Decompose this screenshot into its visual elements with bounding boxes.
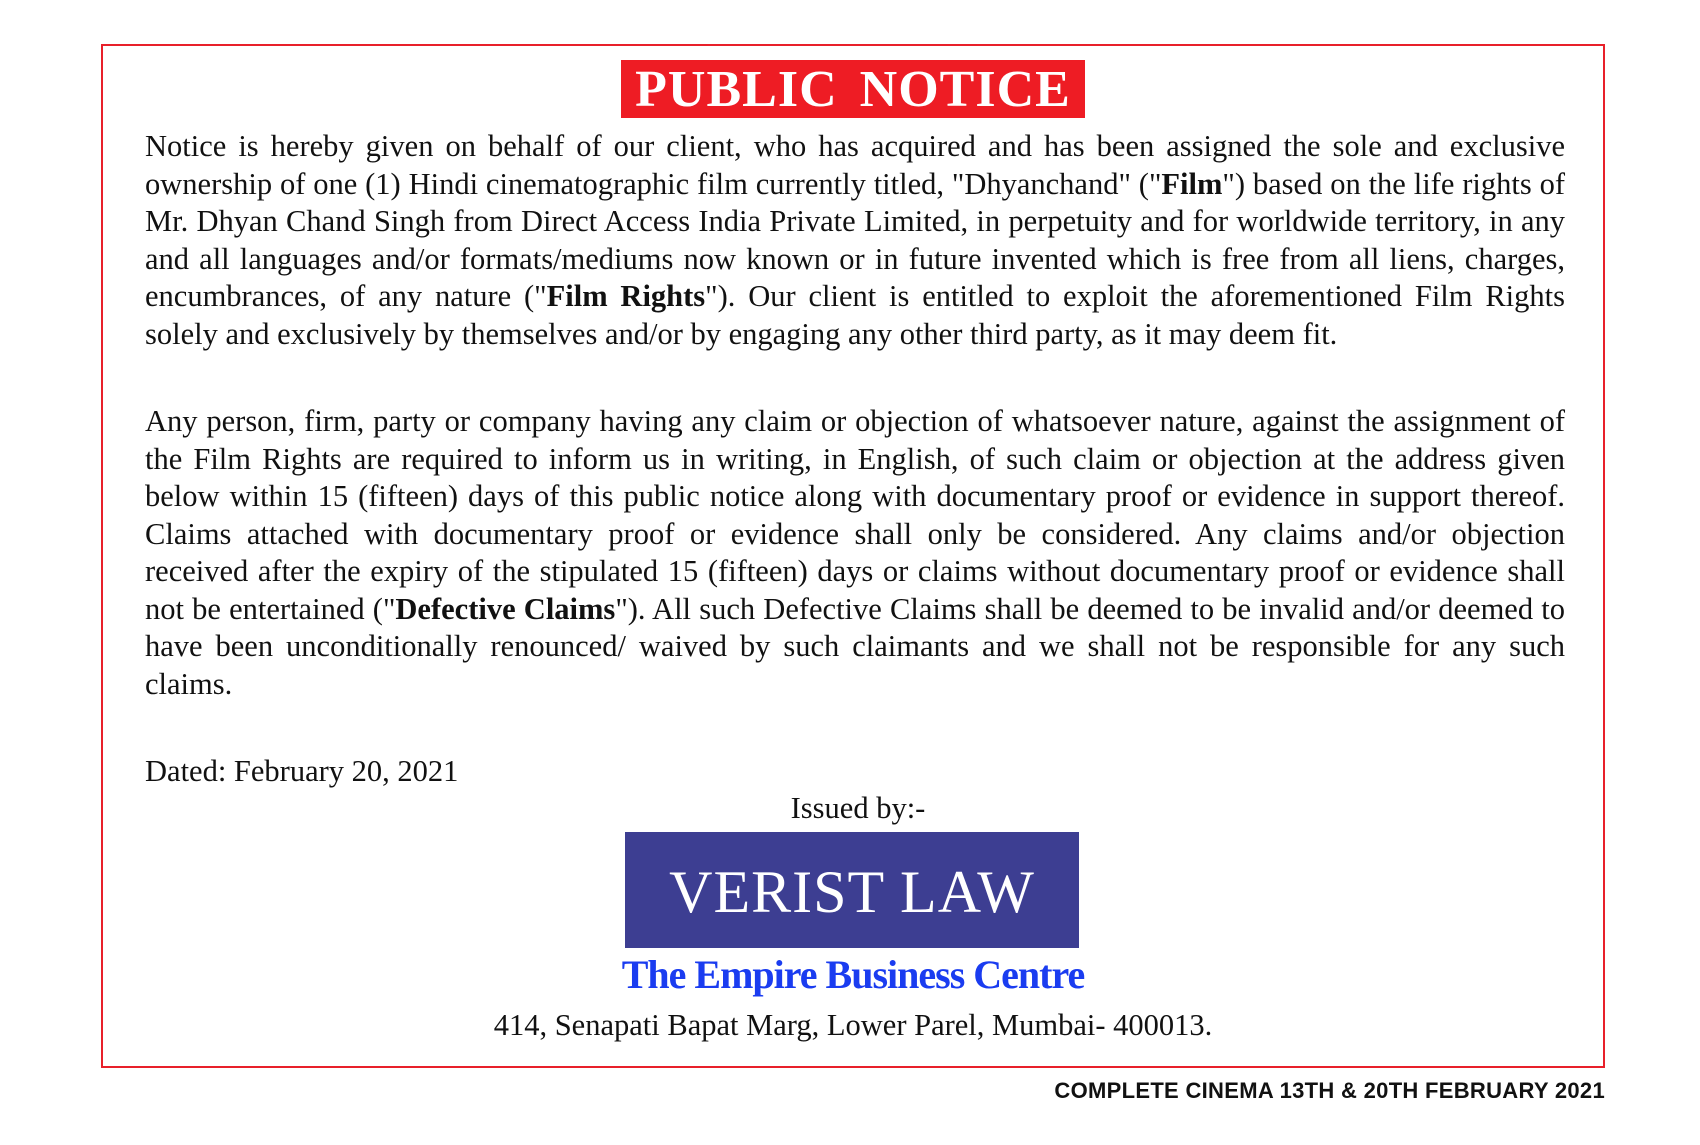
verist-law-logo <box>625 832 1079 948</box>
paragraph-1 <box>145 128 1565 353</box>
logo-text: VERIST LAW <box>669 859 1035 925</box>
paragraph-1-text-c: "). Our client is entitled to exploit the aforementioned Film Rights solely and exclusively by themselves and/or by engaging any other third party, as it may deem fit. <box>145 279 1565 351</box>
issued-by: Issued by:- <box>790 791 926 825</box>
dated-line: Dated: February 20, 2021 <box>145 754 459 788</box>
title-wrap <box>103 60 1603 118</box>
paragraph-2-bold-defective-claims: Defective Claims <box>395 591 616 626</box>
publication-footer: COMPLETE CINEMA 13TH & 20TH FEBRUARY 2021 <box>1054 1078 1605 1103</box>
notice-title: PUBLIC NOTICE <box>621 60 1085 118</box>
paragraph-1-text-a: Notice is hereby given on behalf of our client, who has acquired and has been assigned the sole and exclusive ownership of one (1) Hindi cinematographic film currently titled, "Dhyanchand" (" <box>145 129 1565 201</box>
paragraph-2-text-b: "). All such Defective Claims shall be deemed to be invalid and/or deemed to have been unconditionally renounced/ waived by such claimants and we shall not be responsible for any such claims. <box>145 591 1565 701</box>
paragraph-1-text-b: ") based on the life rights of Mr. Dhyan Chand Singh from Direct Access India Private Limited, in perpetuity and for worldwide territory, in any and all languages and/or formats/mediums now known or in future invented which is free from all liens, charges, encumbrances, of any nature (" <box>145 166 1565 313</box>
paragraph-2 <box>145 403 1565 703</box>
business-centre-name: The Empire Business Centre <box>621 952 1085 997</box>
paragraph-1-bold-film-rights: Film Rights <box>546 279 706 313</box>
paragraph-2-text-a: Any person, firm, party or company having any claim or objection of whatsoever nature, against the assignment of the Film Rights are required to inform us in writing, in English, of such claim or objection at the address given below within 15 (fifteen) days of this public notice along with documentary proof or evidence in support thereof. Claims attached with documentary proof or evidence shall only be considered. Any claims and/or objection received after the expiry of the stipulated 15 (fifteen) days or claims without documentary proof or evidence shall not be entertained (" <box>145 404 1565 626</box>
address-line: 414, Senapati Bapat Marg, Lower Parel, Mumbai- 400013. <box>493 1008 1213 1042</box>
notice-box <box>101 44 1605 1068</box>
paragraph-1-bold-film: Film <box>1161 166 1223 201</box>
